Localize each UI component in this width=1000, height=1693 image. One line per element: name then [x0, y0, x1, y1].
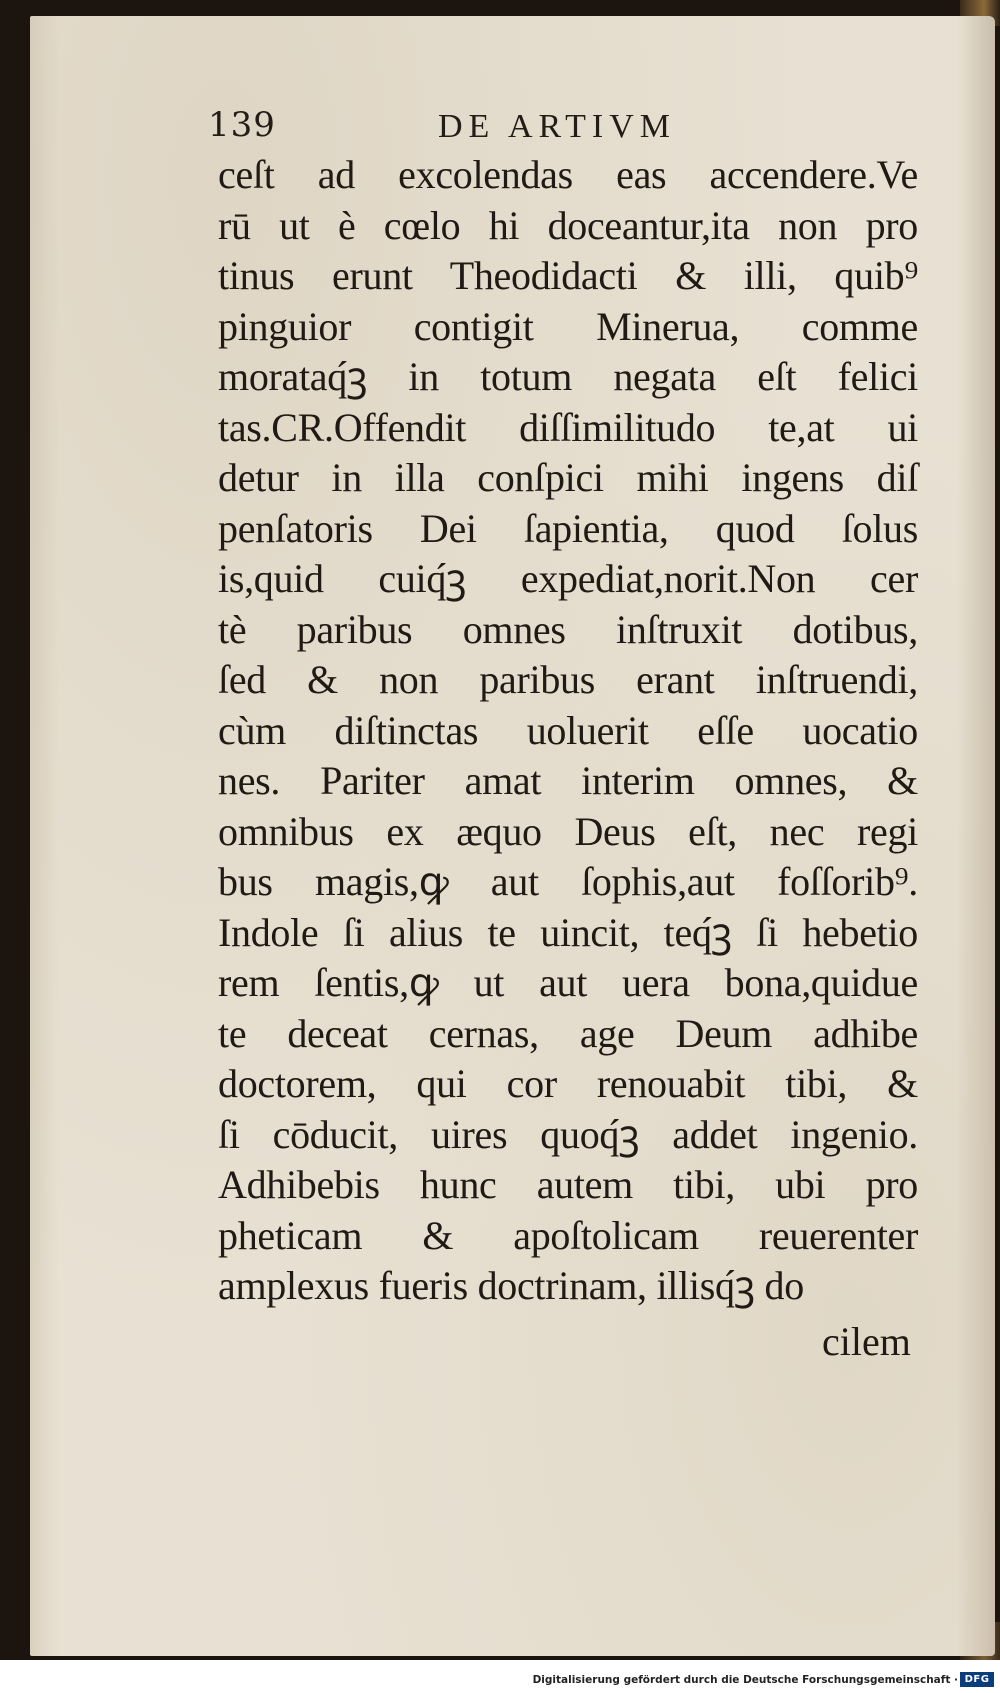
text-line: ceſt ad excolendas eas accendere.Ve	[218, 152, 918, 197]
body-text	[218, 150, 918, 1312]
text-line: tè paribus omnes inſtruxit dotibus,	[218, 606, 918, 652]
text-line: bus magis,ꝙ aut ſophis,aut foſſorib⁹.	[218, 859, 918, 904]
text-line: rū ut è cœlo hi doceantur,ita non pro	[218, 202, 918, 248]
text-line: penſatoris Dei ſapientia, quod ſolus	[218, 505, 918, 551]
text-line: cùm diſtinctas uoluerit eſſe uocatio	[218, 707, 918, 753]
text-line: tas.CR.Offendit diſſimilitudo te,at ui	[218, 404, 918, 450]
text-line: Adhibebis hunc autem tibi, ubi pro	[218, 1162, 918, 1207]
catchword: cilem	[822, 1319, 911, 1364]
text-line: ſed & non paribus erant inſtruendi,	[218, 657, 918, 702]
text-line: rem ſentis,ꝙ ut aut uera bona,quidue	[218, 960, 918, 1005]
text-line: ſi cōducit, uires quoq́ꝫ addet ingenio.	[218, 1111, 918, 1157]
text-line: nes. Pariter amat interim omnes, &	[218, 758, 918, 803]
text-line: detur in illa conſpici mihi ingens diſ	[218, 455, 918, 500]
page-number: 139	[208, 105, 276, 145]
text-line: is,quid cuiq́ꝫ expediat,norit.Non cer	[218, 556, 918, 601]
text-line: pinguior contigit Minerua, comme	[218, 303, 918, 349]
text-line: te deceat cernas, age Deum adhibe	[218, 1010, 918, 1056]
text-line: omnibus ex æquo Deus eſt, nec regi	[218, 808, 918, 854]
text-line: pheticam & apoſtolicam reuerenter	[218, 1212, 918, 1258]
dfg-logo: DFG	[960, 1672, 994, 1687]
text-line: tinus erunt Theodidacti & illi, quib⁹	[218, 253, 918, 298]
text-line: doctorem, qui cor renouabit tibi, &	[218, 1061, 918, 1106]
digitization-credit: Digitalisierung gefördert durch die Deutsche Forschungsgemeinschaft ·	[532, 1674, 958, 1686]
text-line: morataq́ꝫ in totum negata eſt felici	[218, 354, 918, 399]
text-line: amplexus fueris doctrinam, illisq́ꝫ do	[218, 1263, 804, 1308]
text-line: Indole ſi alius te uincit, teq́ꝫ ſi hebetio	[218, 909, 918, 955]
running-head: DE ARTIVM	[438, 108, 677, 145]
